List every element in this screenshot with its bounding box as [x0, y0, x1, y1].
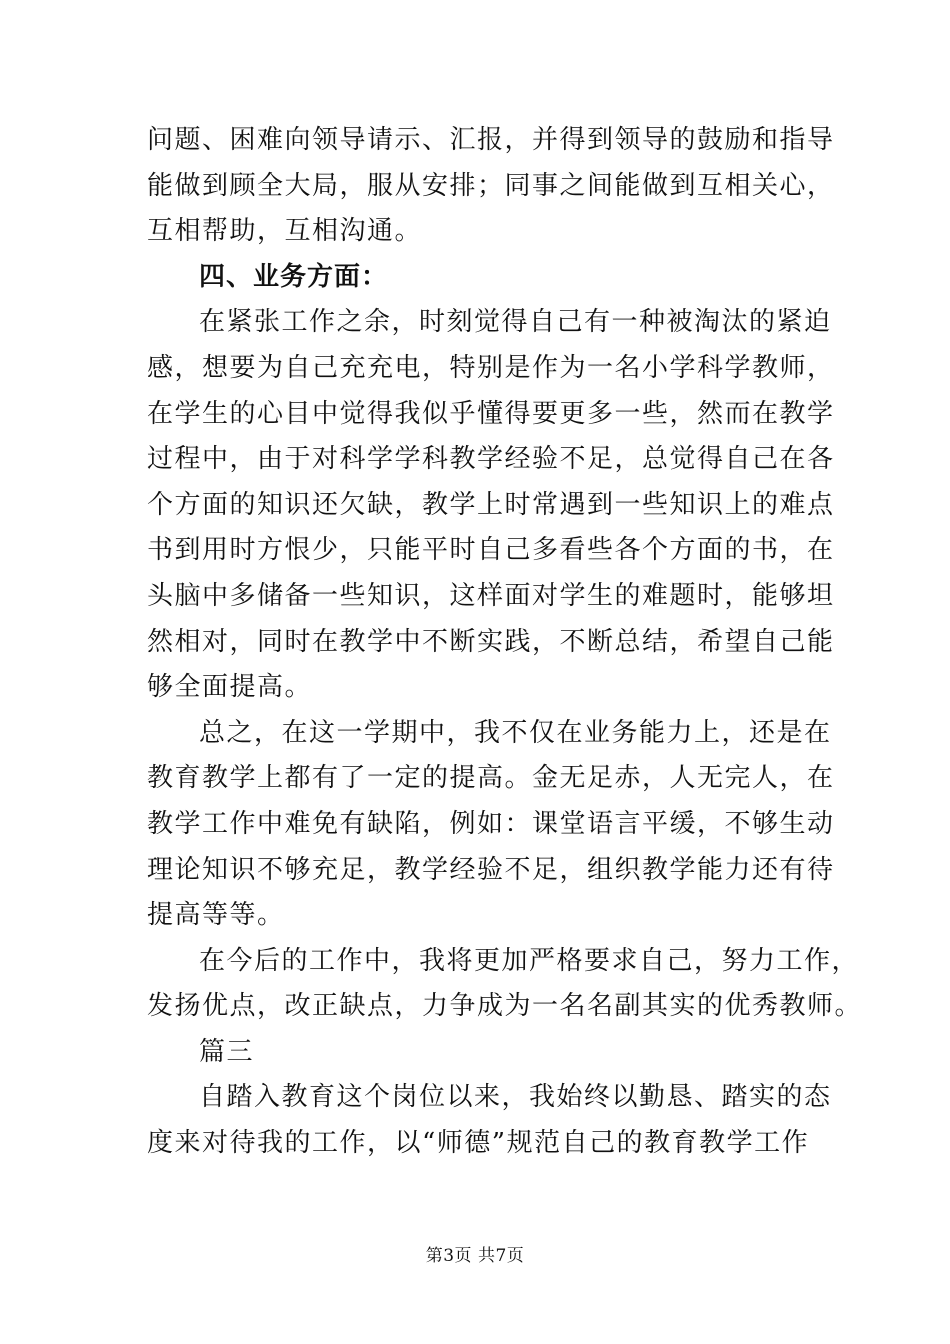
- text-line: 过程中，由于对科学学科教学经验不足，总觉得自己在各: [147, 444, 835, 475]
- text-line: 够全面提高。: [147, 672, 313, 703]
- text-line: 然相对，同时在教学中不断实践，不断总结，希望自己能: [147, 626, 835, 657]
- text-line: 头脑中多储备一些知识，这样面对学生的难题时，能够坦: [147, 580, 835, 611]
- text-line: 互相帮助，互相沟通。: [147, 216, 423, 247]
- text-line: 书到用时方恨少，只能平时自己多看些各个方面的书，在: [147, 535, 835, 566]
- text-line: 总之，在这一学期中，我不仅在业务能力上，还是在: [199, 717, 832, 748]
- section-label: 篇三: [199, 1036, 255, 1067]
- text-line: 教育教学上都有了一定的提高。金无足赤，人无完人，在: [147, 763, 835, 794]
- text-line: 理论知识不够充足，教学经验不足，组织教学能力还有待: [147, 854, 835, 885]
- text-line: 个方面的知识还欠缺，教学上时常遇到一些知识上的难点: [147, 489, 835, 520]
- text-line: 度来对待我的工作，以“师德”规范自己的教育教学工作: [147, 1128, 810, 1159]
- text-line: 能做到顾全大局，服从安排；同事之间能做到互相关心，: [147, 170, 835, 201]
- text-line: 自踏入教育这个岗位以来，我始终以勤恳、踏实的态: [199, 1082, 832, 1113]
- text-line: 提高等等。: [147, 900, 285, 931]
- text-line: 教学工作中难免有缺陷，例如：课堂语言平缓，不够生动: [147, 808, 835, 839]
- text-line: 在学生的心目中觉得我似乎懂得要更多一些，然而在教学: [147, 398, 835, 429]
- text-line: 感，想要为自己充充电，特别是作为一名小学科学教师，: [147, 352, 835, 383]
- text-line: 在紧张工作之余，时刻觉得自己有一种被淘汰的紧迫: [199, 307, 832, 338]
- document-body: [147, 118, 863, 1167]
- text-line: 发扬优点，改正缺点，力争成为一名名副其实的优秀教师。: [147, 991, 863, 1022]
- section-heading: 四、业务方面：: [199, 261, 389, 292]
- text-line: 问题、困难向领导请示、汇报，并得到领导的鼓励和指导: [147, 125, 835, 155]
- page-number-footer: 第3页 共7页: [425, 1246, 525, 1266]
- text-line: 在今后的工作中，我将更加严格要求自己，努力工作，: [199, 945, 860, 976]
